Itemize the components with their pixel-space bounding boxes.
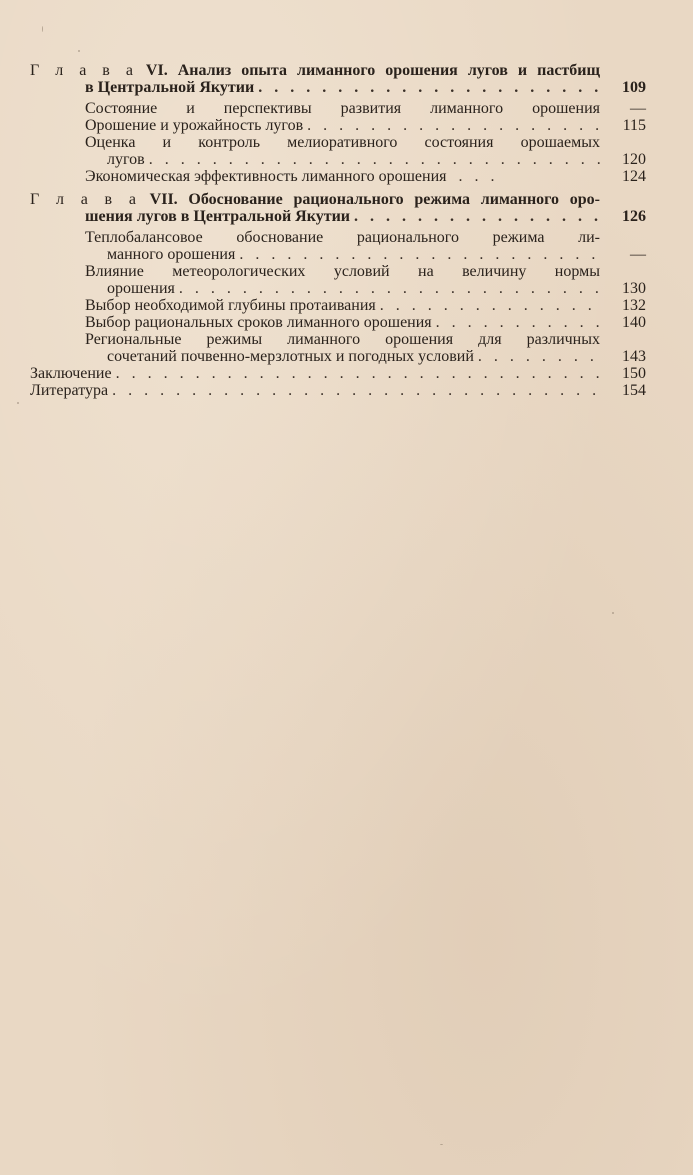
toc-line: Состояние и перспективы развития лиманного орошения: [85, 100, 600, 117]
toc-line: [85, 117, 600, 134]
page-number: 150: [622, 365, 646, 382]
toc-entry-label: Орошение и урожайность лугов: [85, 117, 304, 134]
toc-entry-text: [85, 297, 600, 314]
toc-line: [30, 62, 600, 79]
dot-leader: [478, 348, 600, 365]
dot-leader: [436, 314, 600, 331]
toc-entry-label: Заключение: [30, 365, 112, 382]
toc-line: [30, 79, 600, 96]
toc-chapter-7-sections: [30, 229, 646, 365]
toc-entry-text: [30, 62, 600, 96]
toc-line: [85, 348, 600, 365]
dot-leader: [239, 246, 600, 263]
paper-speck: [612, 612, 614, 614]
dot-leader: [179, 280, 600, 297]
toc-entry-text: [85, 263, 600, 297]
chapter-label: Г л а в а: [30, 191, 139, 208]
paper-speck: [42, 26, 43, 32]
toc-line: [85, 314, 600, 331]
toc-entry[interactable]: [30, 229, 646, 263]
dot-leader: [380, 297, 600, 314]
toc-line: [85, 168, 600, 185]
toc-entry-text: [85, 100, 600, 117]
page-number: 120: [622, 151, 646, 168]
toc-entry[interactable]: [30, 134, 646, 168]
toc-chapter-7[interactable]: [30, 191, 646, 225]
dot-leader: [258, 79, 600, 96]
toc-entry-text: [85, 117, 600, 134]
toc-line: [85, 280, 600, 297]
toc-line: [30, 208, 600, 225]
toc-entry[interactable]: [30, 297, 646, 314]
dot-leader: [112, 382, 600, 399]
toc-line: Влияние метеорологических условий на величину нормы: [85, 263, 600, 280]
chapter-title-line1: VI. Анализ опыта лиманного орошения лугов и пастбищ: [145, 62, 600, 79]
toc-entry[interactable]: [30, 263, 646, 297]
toc-entry-label: Выбор рациональных сроков лиманного орошения: [85, 314, 432, 331]
toc-entry[interactable]: [30, 117, 646, 134]
chapter-title-line1: VII. Обоснование рационального режима лиманного оро-: [149, 191, 600, 208]
dot-leader: [354, 208, 600, 225]
toc-entry-literature[interactable]: [30, 382, 646, 399]
dot-leader: [307, 117, 600, 134]
toc-entry-label: орошения: [107, 280, 175, 297]
toc-line: [30, 365, 600, 382]
toc-chapter-6-sections: [30, 100, 646, 185]
toc-entry-label: Выбор необходимой глубины протаивания: [85, 297, 376, 314]
page-number: 154: [622, 382, 646, 399]
toc-entry-text: [85, 168, 600, 185]
chapter-label: Г л а в а: [30, 62, 136, 79]
toc-entry-text: [85, 229, 600, 263]
page-number: 124: [622, 168, 646, 185]
page-number: 130: [622, 280, 646, 297]
page-number: —: [630, 246, 646, 263]
toc-line: [30, 382, 600, 399]
page-number: 109: [622, 79, 646, 96]
dot-leader: [149, 151, 600, 168]
page-number: 126: [622, 208, 646, 225]
table-of-contents: [30, 62, 646, 399]
toc-entry-text: [85, 331, 600, 365]
toc-line: [30, 191, 600, 208]
toc-line: Оценка и контроль мелиоративного состояния орошаемых: [85, 134, 600, 151]
page-number: 115: [622, 117, 646, 134]
dot-leader: [116, 365, 600, 382]
toc-chapter-6[interactable]: [30, 62, 646, 96]
page-number: 132: [622, 297, 646, 314]
toc-entry-label: лугов: [107, 151, 145, 168]
toc-line: [85, 246, 600, 263]
toc-entry[interactable]: [30, 168, 646, 185]
toc-entry-label: сочетаний почвенно-мерзлотных и погодных условий: [107, 348, 474, 365]
toc-entry-label: Литература: [30, 382, 109, 399]
toc-entry-label: манного орошения: [107, 246, 236, 263]
toc-entry-text: [85, 314, 600, 331]
toc-entry-text: [30, 191, 600, 225]
toc-entry-conclusion[interactable]: [30, 365, 646, 382]
toc-line: [85, 297, 600, 314]
dot-leader: [459, 168, 505, 185]
paper-speck: [78, 50, 80, 52]
paper-speck: [440, 1144, 443, 1145]
toc-entry[interactable]: [30, 314, 646, 331]
toc-entry-text: [85, 134, 600, 168]
toc-entry-text: [30, 365, 600, 382]
chapter-title-line2: шения лугов в Центральной Якутии: [85, 208, 351, 225]
toc-entry-text: [30, 382, 600, 399]
toc-entry[interactable]: [30, 331, 646, 365]
toc-line: Региональные режимы лиманного орошения для различных: [85, 331, 600, 348]
toc-entry-label: Экономическая эффективность лиманного орошения: [85, 168, 447, 185]
page-number: 143: [622, 348, 646, 365]
paper-speck: [17, 402, 19, 404]
toc-line: Теплобалансовое обоснование рационального режима ли-: [85, 229, 600, 246]
toc-entry[interactable]: [30, 100, 646, 117]
page-number: 140: [622, 314, 646, 331]
page-number: —: [630, 100, 646, 117]
toc-line: [85, 151, 600, 168]
chapter-title-line2: в Центральной Якутии: [85, 79, 255, 96]
